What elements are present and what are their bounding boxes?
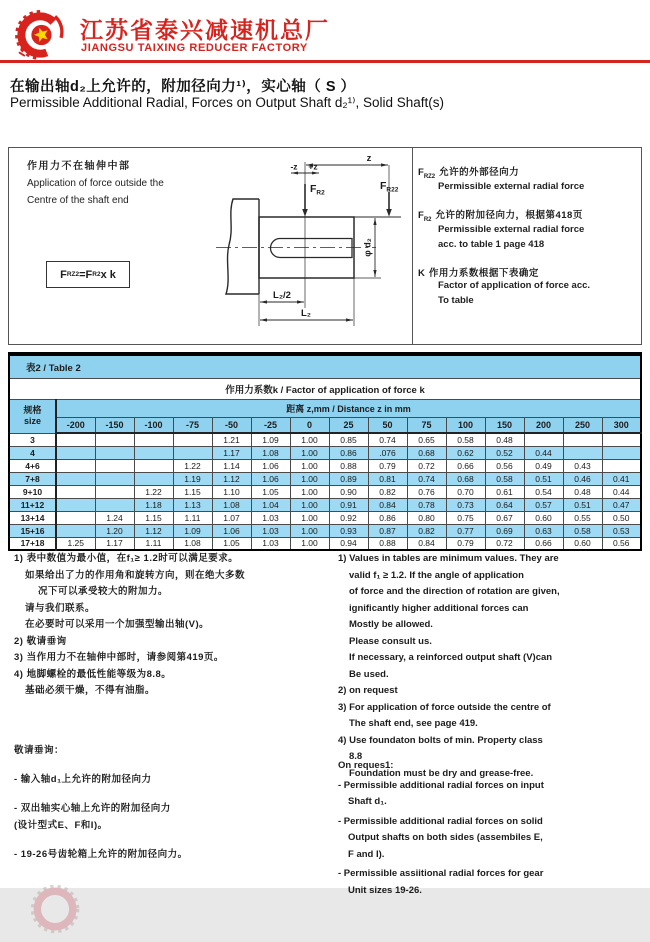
table-row	[9, 537, 641, 550]
column-header: 200	[524, 418, 563, 434]
factor-cell: 1.12	[212, 472, 251, 485]
footnote-line: 如果给出了力的作用角和旋转方向，则在绝大多数	[25, 569, 246, 581]
factor-cell: 0.79	[446, 537, 485, 550]
label-z: z	[366, 153, 372, 164]
table-row	[9, 433, 641, 446]
factor-cell: 1.17	[95, 537, 134, 550]
factor-cell: 0.94	[329, 537, 368, 550]
factor-cell	[95, 485, 134, 498]
factor-cell: 0.74	[407, 472, 446, 485]
table-row	[9, 459, 641, 472]
footnote-line: 基础必须干燥，不得有油脂。	[25, 685, 156, 696]
factor-cell: 1.00	[290, 446, 329, 459]
legend-term	[418, 207, 642, 223]
factor-cell: 1.05	[251, 485, 290, 498]
factor-cell: 0.88	[368, 537, 407, 550]
header-red-rule	[0, 60, 650, 63]
table-caption: 表2 / Table 2	[9, 354, 641, 379]
factor-cell: 0.93	[329, 524, 368, 537]
factor-cell: 1.05	[212, 537, 251, 550]
factor-cell: 0.72	[485, 537, 524, 550]
size-cell: 4+6	[9, 459, 56, 472]
footnote-line: 2) 敬请垂询	[14, 635, 67, 647]
factor-cell: 0.75	[446, 511, 485, 524]
legend-en-line: acc. to table 1 page 418	[438, 238, 545, 250]
factor-cell: 0.64	[485, 498, 524, 511]
request-line: (设计型式E、F和I)。	[14, 820, 108, 831]
request-line: - Permissible assiitional radial forces for gear	[338, 868, 544, 879]
footnote-line: Be used.	[349, 668, 389, 680]
factor-cell	[56, 433, 95, 446]
factor-cell: 0.51	[524, 472, 563, 485]
factor-cell: 0.49	[524, 459, 563, 472]
on-request-cn-items	[14, 771, 319, 863]
legend-symbol: F	[418, 167, 424, 178]
factor-cell	[563, 446, 602, 459]
factor-cell: 0.68	[446, 472, 485, 485]
factor-cell: 0.66	[524, 537, 563, 550]
label-plus-z: +z	[308, 161, 318, 172]
factor-cell	[95, 459, 134, 472]
factor-cell: 1.06	[251, 459, 290, 472]
footnote-line: 3) For application of force outside the centre of	[338, 701, 551, 713]
legend-term	[418, 265, 642, 279]
factor-cell: 1.07	[212, 511, 251, 524]
table-columns-row	[9, 418, 641, 434]
column-header: -100	[134, 418, 173, 434]
request-line: Unit sizes 19-26.	[348, 884, 422, 896]
label-fr2: $F_{R2}$	[310, 183, 325, 197]
request-line: - 19-26号齿轮箱上允许的附加径向力。	[14, 849, 188, 860]
factor-cell: 0.44	[602, 485, 641, 498]
factor-cell: 0.56	[602, 537, 641, 550]
formula-lhs-sub: RZ2	[66, 271, 80, 278]
label-dia-d2: φ d₂	[362, 238, 373, 257]
footnote-line: If necessary, a reinforced output shaft (V)can	[349, 652, 553, 663]
factor-cell: 1.15	[134, 511, 173, 524]
column-header: 50	[368, 418, 407, 434]
column-header: 0	[290, 418, 329, 434]
factor-cell: 0.78	[407, 498, 446, 511]
factor-cell: 0.48	[563, 485, 602, 498]
request-line: F and I).	[348, 848, 385, 860]
factor-cell: 0.84	[407, 537, 446, 550]
factor-cell: 0.73	[446, 498, 485, 511]
factor-cell: 0.56	[485, 459, 524, 472]
column-header: -50	[212, 418, 251, 434]
factor-cell: 0.92	[329, 511, 368, 524]
factor-cell: 0.80	[407, 511, 446, 524]
column-header: -25	[251, 418, 290, 434]
label-fr22: $F_{R22}$	[380, 180, 399, 194]
factor-cell: 0.86	[368, 511, 407, 524]
factor-cell: 1.21	[212, 433, 251, 446]
legend-cn: 允许的附加径向力，根据第418页	[435, 210, 583, 222]
legend-en-line: Permissible external radial force	[438, 180, 585, 192]
factor-cell: 0.87	[368, 524, 407, 537]
footnote-line: 1) Values in tables are minimum values. They are	[338, 553, 559, 564]
factor-cell: 0.89	[329, 472, 368, 485]
request-line: - Permissible additional radial forces on solid	[338, 815, 543, 827]
table-row	[9, 511, 641, 524]
factor-cell: 0.90	[329, 485, 368, 498]
factor-cell: 0.44	[524, 446, 563, 459]
factor-cell: 1.00	[290, 537, 329, 550]
request-item	[338, 778, 643, 811]
footnote-line: 请与我们联系。	[25, 602, 96, 614]
label-minus-z: -z	[290, 161, 298, 172]
factor-cell: 0.46	[563, 472, 602, 485]
table-row	[9, 498, 641, 511]
factor-cell	[602, 459, 641, 472]
column-header: -75	[173, 418, 212, 434]
factor-cell: 0.57	[524, 498, 563, 511]
legend-cn: 作用力系数根据下表确定	[428, 268, 539, 280]
diagram-note-en1: Application of force outside the	[27, 178, 164, 189]
factor-cell: 0.66	[446, 459, 485, 472]
factor-cell	[134, 446, 173, 459]
factor-cell: 1.09	[173, 524, 212, 537]
factor-cell: 0.79	[368, 459, 407, 472]
factor-cell: 1.25	[56, 537, 95, 550]
diagram-note-cn: 作用力不在轴伸中部	[27, 161, 131, 172]
factor-cell: 1.18	[134, 498, 173, 511]
on-request-cn-heading: 敬请垂询：	[14, 745, 65, 756]
formula-factor: x k	[100, 268, 116, 281]
size-header-cn: 规格	[23, 405, 42, 416]
factor-cell	[56, 459, 95, 472]
factor-cell: 1.24	[95, 511, 134, 524]
size-cell: 17+18	[9, 537, 56, 550]
table-row	[9, 472, 641, 485]
legend-symbol-sub: RZ2	[423, 173, 436, 180]
footnote-line: 4) 地脚螺栓的最低性能等级为8.8。	[14, 668, 172, 680]
column-header: 250	[563, 418, 602, 434]
column-header: 25	[329, 418, 368, 434]
request-item	[338, 866, 643, 899]
factor-cell: 0.62	[446, 446, 485, 459]
factor-cell: 0.72	[407, 459, 446, 472]
column-header: 300	[602, 418, 641, 434]
request-line: Shaft d₁.	[348, 796, 387, 807]
size-cell: 7+8	[9, 472, 56, 485]
request-item	[14, 846, 319, 863]
factor-cell	[95, 433, 134, 446]
legend-item	[418, 164, 642, 194]
factor-cell: 0.53	[602, 524, 641, 537]
factor-cell: 0.88	[329, 459, 368, 472]
factor-cell: 1.20	[95, 524, 134, 537]
factor-cell: 0.60	[524, 511, 563, 524]
factor-cell: 1.04	[251, 498, 290, 511]
footnote-line: 3) 当作用力不在轴伸中部时，请参阅第419页。	[14, 652, 224, 663]
factor-cell: 1.08	[212, 498, 251, 511]
factor-cell: 1.03	[251, 537, 290, 550]
factor-cell: 0.50	[602, 511, 641, 524]
factor-cell: 0.43	[563, 459, 602, 472]
size-cell: 11+12	[9, 498, 56, 511]
footnote-line: of force and the direction of rotation are given,	[349, 586, 560, 597]
factor-cell: 0.51	[563, 498, 602, 511]
factor-cell: 1.17	[212, 446, 251, 459]
formula-lhs: F	[60, 268, 67, 281]
legend-symbol: K	[418, 268, 425, 280]
label-l2: L₂	[300, 308, 312, 319]
distance-header: 距离 z,mm / Distance z in mm	[56, 400, 641, 418]
factor-cell	[56, 446, 95, 459]
size-cell: 13+14	[9, 511, 56, 524]
factor-cell: 0.82	[368, 485, 407, 498]
legend-en-line: Permissible external radial force	[438, 224, 585, 236]
footnote-line: valid f₁ ≥ 1.2. If the angle of application	[349, 569, 524, 581]
legend-symbol: F	[418, 210, 424, 222]
factor-cell: .076	[368, 446, 407, 459]
table-body	[9, 433, 641, 550]
column-header: -150	[95, 418, 134, 434]
factor-cell: 1.06	[251, 472, 290, 485]
factor-cell	[56, 524, 95, 537]
label-l2-half: L₂/2	[273, 290, 291, 301]
factor-cell	[524, 433, 563, 446]
factor-cell: 0.54	[524, 485, 563, 498]
column-header: 150	[485, 418, 524, 434]
factor-cell	[95, 472, 134, 485]
factor-cell	[56, 472, 95, 485]
table-row	[9, 446, 641, 459]
factor-cell: 1.00	[290, 472, 329, 485]
request-item	[14, 800, 319, 834]
factor-cell: 1.11	[134, 537, 173, 550]
factor-cell: 0.63	[524, 524, 563, 537]
footnote-line: 1) 表中数值为最小值，在f₁≥ 1.2时可以满足要求。	[14, 553, 239, 564]
legend-item	[418, 207, 642, 252]
footnote-line: Foundation must be dry and grease-free.	[349, 767, 534, 779]
factor-cell: 0.58	[485, 472, 524, 485]
footnotes-cn	[14, 551, 329, 700]
factor-cell: 0.61	[485, 485, 524, 498]
factor-cell: 0.48	[485, 433, 524, 446]
table-row	[9, 524, 641, 537]
factor-cell: 0.68	[407, 446, 446, 459]
factor-cell: 1.06	[212, 524, 251, 537]
factor-cell: 1.12	[134, 524, 173, 537]
request-line: Output shafts on both sides (assembiles E,	[348, 832, 543, 843]
factor-cell	[134, 459, 173, 472]
factor-cell: 1.08	[173, 537, 212, 550]
size-header	[9, 400, 56, 434]
formula-rhs-sub: R2	[92, 271, 101, 278]
legend-cn: 允许的外部径向力	[439, 167, 520, 178]
footnote-line: 4) Use foundaton bolts of min. Property class	[338, 734, 543, 746]
size-cell: 4	[9, 446, 56, 459]
factor-cell: 1.22	[173, 459, 212, 472]
factor-cell: 0.81	[368, 472, 407, 485]
factor-cell: 0.58	[446, 433, 485, 446]
request-line: - Permissible additional radial forces on input	[338, 779, 544, 791]
page-title-cn: 在输出轴d₂上允许的，附加径向力¹⁾，实心轴（ S ）	[10, 79, 356, 95]
factor-cell: 0.77	[446, 524, 485, 537]
factor-cell	[56, 498, 95, 511]
factor-cell: 1.00	[290, 524, 329, 537]
factor-cell: 1.00	[290, 511, 329, 524]
column-header: 75	[407, 418, 446, 434]
factor-header: 作用力系数k / Factor of application of force k	[9, 379, 641, 400]
legend	[404, 147, 642, 345]
footnotes-en	[338, 551, 643, 782]
factor-cell: 0.91	[329, 498, 368, 511]
factor-cell: 0.41	[602, 472, 641, 485]
factor-cell: 1.19	[173, 472, 212, 485]
request-item	[338, 814, 643, 864]
factor-cell: 1.00	[290, 498, 329, 511]
force-factor-table	[8, 352, 642, 551]
factor-cell: 0.69	[485, 524, 524, 537]
on-request-cn	[14, 742, 319, 875]
factor-cell: 1.00	[290, 433, 329, 446]
legend-symbol-sub: R2	[423, 217, 432, 224]
formula-rhs: F	[85, 268, 93, 281]
formula-eq: =	[79, 268, 86, 281]
factor-cell	[173, 433, 212, 446]
column-header: 100	[446, 418, 485, 434]
page-title-en: Permissible Additional Radial, Forces on Output Shaft d₂¹⁾, Solid Shaft(s)	[10, 95, 445, 110]
size-header-en: size	[23, 416, 41, 427]
footnote-line: ignificantly higher additional forces can	[349, 602, 529, 614]
on-request-en-items	[338, 778, 643, 900]
factor-cell	[134, 433, 173, 446]
footnote-line: 2) on request	[338, 685, 398, 696]
on-request-en-heading: On reques1:	[338, 760, 394, 771]
request-line: - 输入轴d₁上允许的附加径向力	[14, 774, 152, 785]
size-cell: 3	[9, 433, 56, 446]
footnote-line: The shaft end, see page 419.	[349, 718, 478, 729]
factor-cell	[602, 433, 641, 446]
factor-cell: 1.15	[173, 485, 212, 498]
factor-cell	[56, 485, 95, 498]
factor-cell: 0.82	[407, 524, 446, 537]
request-item	[14, 771, 319, 788]
factor-cell: 0.65	[407, 433, 446, 446]
factor-cell: 0.74	[368, 433, 407, 446]
factor-cell: 0.60	[563, 537, 602, 550]
factor-cell: 0.84	[368, 498, 407, 511]
company-logo-gear-star-icon	[13, 7, 69, 63]
legend-term	[418, 164, 642, 180]
factor-cell	[173, 446, 212, 459]
diagram-note-en2: Centre of the shaft end	[27, 195, 129, 206]
factor-cell: 0.85	[329, 433, 368, 446]
factor-cell: 0.55	[563, 511, 602, 524]
factor-cell: 1.03	[251, 511, 290, 524]
factor-cell	[134, 472, 173, 485]
footnote-line: 在必要时可以采用一个加强型输出轴(V)。	[25, 619, 210, 630]
table-row	[9, 485, 641, 498]
factor-cell: 0.52	[485, 446, 524, 459]
company-name-en: JIANGSU TAIXING REDUCER FACTORY	[81, 42, 308, 54]
factor-cell: 1.08	[251, 446, 290, 459]
factor-cell: 1.10	[212, 485, 251, 498]
factor-cell: 1.22	[134, 485, 173, 498]
factor-cell: 0.76	[407, 485, 446, 498]
factor-cell: 0.58	[563, 524, 602, 537]
legend-item	[418, 265, 642, 308]
request-line: - 双出轴实心轴上允许的附加径向力	[14, 803, 171, 814]
factor-cell	[602, 446, 641, 459]
factor-cell: 1.09	[251, 433, 290, 446]
footnote-line: Mostly be allowed.	[349, 619, 433, 630]
footnote-line: 8.8	[349, 751, 363, 762]
factor-cell: 1.00	[290, 459, 329, 472]
factor-cell: 1.13	[173, 498, 212, 511]
factor-cell: 0.47	[602, 498, 641, 511]
next-page-logo-sliver	[28, 881, 84, 888]
shaft-drawing	[9, 148, 412, 344]
factor-cell	[95, 446, 134, 459]
footnote-line: Please consult us.	[349, 635, 432, 647]
company-name-cn: 江苏省泰兴减速机总厂	[80, 17, 330, 43]
factor-cell: 0.67	[485, 511, 524, 524]
column-header: -200	[56, 418, 95, 434]
factor-cell: 1.14	[212, 459, 251, 472]
factor-cell: 1.00	[290, 485, 329, 498]
size-cell: 15+16	[9, 524, 56, 537]
legend-en-line: To table	[438, 294, 474, 306]
footnote-line: 况下可以承受较大的附加力。	[38, 586, 169, 597]
legend-en-line: Factor of application of force acc.	[438, 280, 591, 292]
factor-cell: 0.86	[329, 446, 368, 459]
factor-cell: 1.03	[251, 524, 290, 537]
factor-cell	[563, 433, 602, 446]
on-request-en	[338, 758, 643, 902]
factor-cell: 1.11	[173, 511, 212, 524]
factor-cell	[56, 511, 95, 524]
size-cell: 9+10	[9, 485, 56, 498]
factor-cell	[95, 498, 134, 511]
factor-cell: 0.70	[446, 485, 485, 498]
